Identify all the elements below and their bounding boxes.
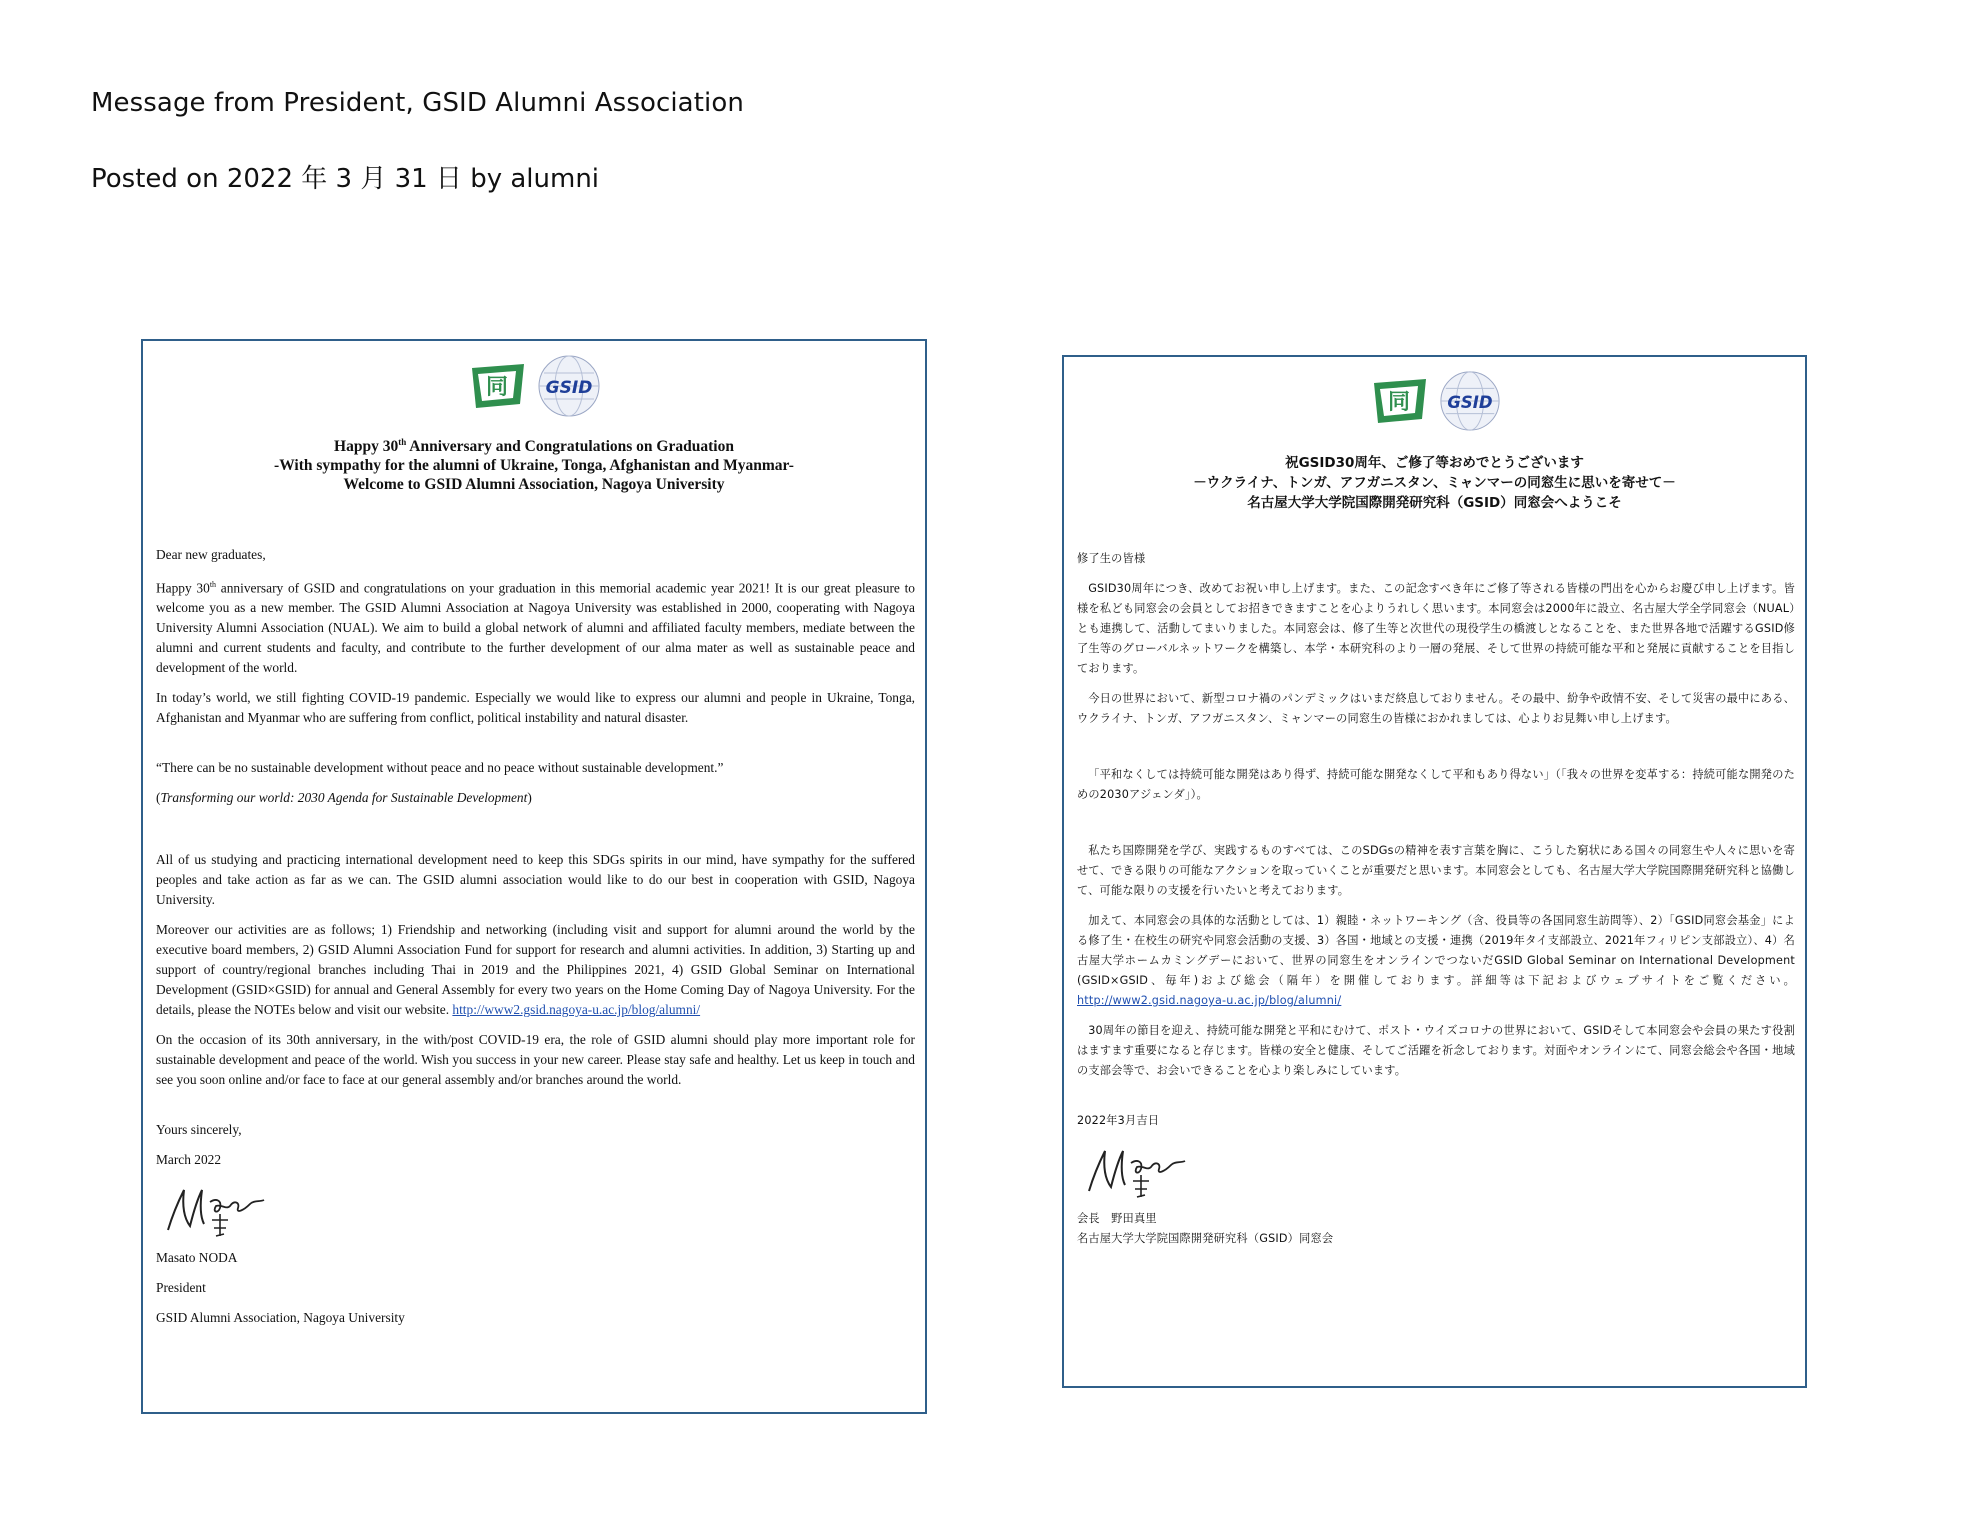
paragraph-1-start: Happy 30 xyxy=(156,580,210,596)
alumni-association-logo xyxy=(466,360,530,412)
paragraph-2: 今日の世界において、新型コロナ禍のパンデミックはいまだ終息しておりません。その最中、紛争や政情不安、そして災害の最中にある、ウクライナ、トンガ、アフガニスタン、ミャンマーの同窓生の皆様におかれましては、心よりお見舞い申し上げます。 xyxy=(1077,692,1795,725)
quote: 「平和なくしては持続可能な開発はあり得ず、持続可能な開発なくして平和もあり得ない」（「我々の世界を変革する：持続可能な開発のための2030アジェンダ」）。 xyxy=(1077,768,1795,801)
post-header xyxy=(91,88,744,195)
website-link[interactable]: http://www2.gsid.nagoya-u.ac.jp/blog/alumni/ xyxy=(1077,994,1342,1007)
letter-english xyxy=(141,339,927,1414)
svg-text:GSID: GSID xyxy=(1446,392,1493,412)
salutation: Dear new graduates, xyxy=(156,547,266,562)
paragraph-1: GSID30周年につき、改めてお祝い申し上げます。また、この記念すべき年にご修了等される皆様の門出を心からお慶び申し上げます。皆様を私ども同窓会の会員としてお招きできますことを心よりうれしく思います。本同窓会は2000年に設立、名古屋大学全学同窓会（NUAL）とも連携して、活動してまいりました。本同窓会は、修了生等と次世代の現役学生の橋渡しとなることを、また世界各地で活躍するGSID修了生等のグローバルネットワークを構築し、本学・本研究科のより一層の発展、そして世界の持続可能な平和と発展に貢献することを目指しております。 xyxy=(1077,582,1795,675)
paragraph-1-rest: anniversary of GSID and congratulations on your graduation in this memorial academic year 2021! It is our great pleasure to welcome you as a new member. The GSID Alumni Association at Nagoya University was established in 2000, cooperating with Nagoya University Alumni Association (NUAL). We aim to build a global network of alumni and affiliated faculty members, mediate between the alumni and current students and faculty, and contribute to the further development of our alma mater as well as sustainable peace and development of the world. xyxy=(156,580,915,676)
alumni-association-logo xyxy=(1368,375,1432,427)
paragraph-4-text: Moreover our activities are as follows; 1) Friendship and networking (including visit and support for alumni around the world by the executive board members, 2) GSID Alumni Association Fund for support for research and alumni activities. In addition, 3) Starting up and support of country/regional branches including Thai in 2019 and the Philippines 2021, 4) GSID Global Seminar on International Development (GSID×GSID) for annual and General Assembly for every two years on the Home Coming Day of Nagoya University. For the details, please the NOTEs below and visit our website. xyxy=(156,922,915,1018)
logo-row xyxy=(143,353,925,419)
post-meta: Posted on 2022 年 3 月 31 日 by alumni xyxy=(91,164,600,194)
paragraph-1 xyxy=(156,575,915,678)
paragraph-4 xyxy=(156,920,915,1020)
letter-japanese xyxy=(1062,355,1807,1388)
letter-date: March 2022 xyxy=(156,1152,222,1168)
quote-source: (Transforming our world: 2030 Agenda for Sustainable Development) xyxy=(156,790,532,806)
quote-source-title: Transforming our world: 2030 Agenda for Sustainable Development xyxy=(160,790,528,806)
letter-body xyxy=(156,545,915,1338)
salutation: 修了生の皆様 xyxy=(1077,552,1146,565)
heading-line-3: 名古屋大学大学院国際開発研究科（GSID）同窓会へようこそ xyxy=(1247,495,1622,511)
paragraph-3: All of us studying and practicing international development need to keep this SDGs spirits in our mind, have sympathy for the suffered peoples and take action as far as we can. The GSID alumni association would like to do our best in cooperation with GSID, Nagoya University. xyxy=(156,852,915,908)
signatory-name: Masato NODA xyxy=(156,1250,238,1266)
svg-text:同: 同 xyxy=(1387,390,1410,415)
signatory-org: GSID Alumni Association, Nagoya University xyxy=(156,1310,405,1326)
paragraph-2: In today’s world, we still fighting COVID-19 pandemic. Especially we would like to express our alumni and people in Ukraine, Tonga, Afghanistan and Myanmar who are suffering from conflict, political instability and natural disaster. xyxy=(156,690,915,726)
signatory-org: 名古屋大学大学院国際開発研究科（GSID）同窓会 xyxy=(1077,1232,1334,1245)
letter-date: 2022年3月吉日 xyxy=(1077,1114,1160,1127)
letter-body-ja xyxy=(1077,549,1795,1249)
signatory-role: President xyxy=(156,1280,206,1296)
paragraph-4-text: 加えて、本同窓会の具体的な活動としては、1）親睦・ネットワーキング（含、役員等の各国同窓生訪問等）、2）「GSID同窓会基金」による修了生・在校生の研究や同窓会活動の支援、3）各国・地域との支援・連携（2019年タイ支部設立、2021年フィリピン支部設立）、4）名古屋大学ホームカミングデーにおいて、世界の同窓生をオンラインでつないだGSID Global Seminar on International Development (GSID×GSID、毎年)および総会（隔年）を開催しております。詳細等は下記およびウェブサイトをご覧ください。 xyxy=(1077,914,1795,987)
website-link[interactable]: http://www2.gsid.nagoya-u.ac.jp/blog/alumni/ xyxy=(452,1002,701,1018)
paragraph-1-sup: th xyxy=(209,580,217,589)
svg-text:GSID: GSID xyxy=(545,378,593,398)
heading-line-1-tail: Anniversary and Congratulations on Graduation xyxy=(406,438,734,456)
heading-line-2: －ウクライナ、トンガ、アフガニスタン、ミャンマーの同窓生に思いを寄せて－ xyxy=(1193,475,1676,491)
heading-line-1-text: Happy 30 xyxy=(334,438,399,456)
heading-line-1: 祝GSID30周年、ご修了等おめでとうございます xyxy=(1285,455,1584,471)
signature xyxy=(1081,1141,1191,1201)
closing: Yours sincerely, xyxy=(156,1122,242,1138)
gsid-globe-logo xyxy=(536,353,602,419)
gsid-globe-logo xyxy=(1438,369,1502,433)
heading-line-2: -With sympathy for the alumni of Ukraine, Tonga, Afghanistan and Myanmar- xyxy=(274,457,794,475)
letter-heading-ja xyxy=(1064,453,1805,513)
paragraph-3: 私たち国際開発を学び、実践するものすべては、このSDGsの精神を表す言葉を胸に、こうした窮状にある国々の同窓生や人々に思いを寄せて、できる限りの可能なアクションを取っていくことが重要だと思います。本同窓会としても、名古屋大学大学院国際開発研究科と協働して、可能な限りの支援を行いたいと考えております。 xyxy=(1077,844,1795,897)
letter-heading xyxy=(143,433,925,494)
svg-text:同: 同 xyxy=(485,375,509,400)
paragraph-5: 30周年の節目を迎え、持続可能な開発と平和にむけて、ポスト・ウイズコロナの世界において、GSIDそして本同窓会や会員の果たす役割はますます重要になると存じます。皆様の安全と健康、そしてご活躍を祈念しております。対面やオンラインにて、同窓会総会や各国・地域の支部会等で、お会いできることを心より楽しみにしています。 xyxy=(1077,1024,1795,1077)
signature xyxy=(160,1180,270,1240)
logo-row-ja xyxy=(1064,369,1805,433)
post-title: Message from President, GSID Alumni Association xyxy=(91,88,744,118)
signatory-name: 会長 野田真里 xyxy=(1077,1212,1157,1225)
paragraph-4 xyxy=(1077,911,1795,1011)
heading-line-1 xyxy=(143,433,925,456)
quote: “There can be no sustainable development without peace and no peace without sustainable development.” xyxy=(156,760,724,776)
heading-line-1-sup: th xyxy=(398,437,407,447)
paragraph-5: On the occasion of its 30th anniversary, in the with/post COVID-19 era, the role of GSID alumni should play more important role for sustainable development and peace of the world. Wish you success in your new career. Please stay safe and healthy. Let us keep in touch and see you soon online and/or face to face at our general assembly and/or branches around the world. xyxy=(156,1032,915,1088)
heading-line-3: Welcome to GSID Alumni Association, Nagoya University xyxy=(343,476,725,494)
